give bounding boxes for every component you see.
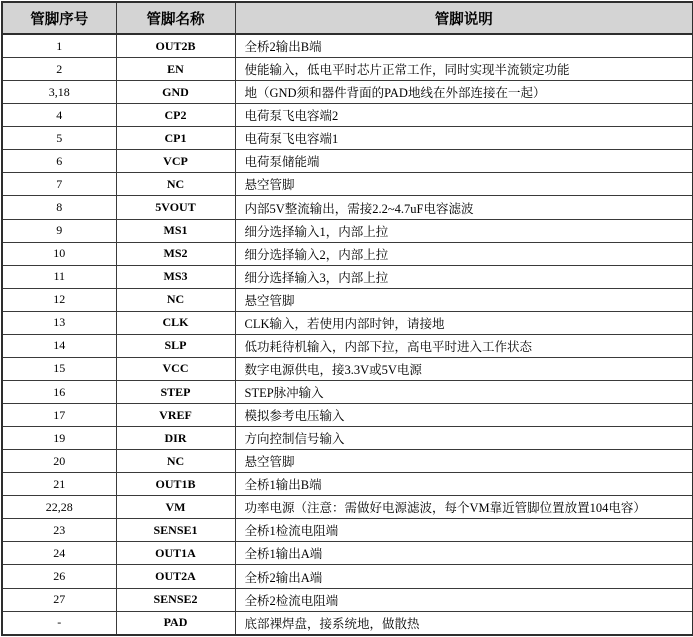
table-row: [2, 34, 693, 58]
table-row: [2, 81, 693, 104]
table-row: [2, 404, 693, 427]
pin-number-cell: 27: [2, 588, 116, 611]
table-row: [2, 242, 693, 265]
table-row: [2, 357, 693, 380]
table-row: [2, 58, 693, 81]
pin-description-cell: 方向控制信号输入: [235, 427, 693, 450]
pin-number-cell: 6: [2, 150, 116, 173]
pin-name-cell: NC: [116, 288, 235, 311]
header-row: [2, 2, 693, 34]
pin-description-table: [1, 1, 693, 636]
table-row: [2, 219, 693, 242]
pin-description-cell: 细分选择输入1，内部上拉: [235, 219, 693, 242]
pin-name-cell: CP1: [116, 127, 235, 150]
pin-description-cell: 功率电源（注意：需做好电源滤波，每个VM靠近管脚位置放置104电容）: [235, 496, 693, 519]
pin-description-cell: 悬空管脚: [235, 173, 693, 196]
pin-description-cell: 数字电源供电，接3.3V或5V电源: [235, 357, 693, 380]
table-row: [2, 519, 693, 542]
pin-name-cell: OUT2A: [116, 565, 235, 588]
pin-number-cell: 9: [2, 219, 116, 242]
pin-description-cell: 电荷泵储能端: [235, 150, 693, 173]
pin-number-cell: 21: [2, 473, 116, 496]
pin-number-cell: 16: [2, 380, 116, 403]
pin-description-cell: 电荷泵飞电容端1: [235, 127, 693, 150]
pin-name-cell: MS3: [116, 265, 235, 288]
pin-description-cell: 内部5V整流输出，需接2.2~4.7uF电容滤波: [235, 196, 693, 219]
pin-number-cell: 23: [2, 519, 116, 542]
table-row: [2, 127, 693, 150]
pin-number-cell: 8: [2, 196, 116, 219]
pin-description-cell: 使能输入，低电平时芯片正常工作，同时实现半流锁定功能: [235, 58, 693, 81]
table-row: [2, 104, 693, 127]
pin-name-cell: SENSE1: [116, 519, 235, 542]
table-row: [2, 450, 693, 473]
pin-description-cell: 地（GND须和器件背面的PAD地线在外部连接在一起）: [235, 81, 693, 104]
pin-number-cell: 17: [2, 404, 116, 427]
pin-name-cell: NC: [116, 450, 235, 473]
table-row: [2, 311, 693, 334]
pin-name-cell: SENSE2: [116, 588, 235, 611]
pin-number-cell: 7: [2, 173, 116, 196]
table-row: [2, 496, 693, 519]
pin-name-cell: NC: [116, 173, 235, 196]
pin-description-cell: 全桥2输出B端: [235, 34, 693, 58]
pin-description-cell: 底部裸焊盘，接系统地，做散热: [235, 611, 693, 635]
pin-number-cell: 12: [2, 288, 116, 311]
pin-number-cell: 5: [2, 127, 116, 150]
table-row: [2, 196, 693, 219]
pin-name-cell: MS1: [116, 219, 235, 242]
pin-number-cell: 13: [2, 311, 116, 334]
pin-number-cell: 22,28: [2, 496, 116, 519]
pin-name-cell: 5VOUT: [116, 196, 235, 219]
pin-description-cell: 全桥1输出B端: [235, 473, 693, 496]
pin-name-cell: PAD: [116, 611, 235, 635]
pin-description-cell: 悬空管脚: [235, 450, 693, 473]
pin-name-cell: STEP: [116, 380, 235, 403]
pin-name-cell: GND: [116, 81, 235, 104]
table-row: [2, 150, 693, 173]
table-row: [2, 565, 693, 588]
pin-number-cell: 14: [2, 334, 116, 357]
header-pin-number: 管脚序号: [2, 2, 116, 34]
pin-number-cell: 4: [2, 104, 116, 127]
table-row: [2, 427, 693, 450]
pin-name-cell: SLP: [116, 334, 235, 357]
pin-number-cell: 15: [2, 357, 116, 380]
pin-description-cell: STEP脉冲输入: [235, 380, 693, 403]
pin-description-cell: 全桥2检流电阻端: [235, 588, 693, 611]
pin-name-cell: OUT2B: [116, 34, 235, 58]
pin-description-cell: 悬空管脚: [235, 288, 693, 311]
pin-name-cell: VCP: [116, 150, 235, 173]
table-header: [2, 2, 693, 34]
pin-table-body: [2, 34, 693, 635]
pin-name-cell: DIR: [116, 427, 235, 450]
table-row: [2, 265, 693, 288]
pin-name-cell: EN: [116, 58, 235, 81]
header-pin-description: 管脚说明: [235, 2, 693, 34]
pin-number-cell: -: [2, 611, 116, 635]
pin-name-cell: VM: [116, 496, 235, 519]
table-row: [2, 334, 693, 357]
table-row: [2, 542, 693, 565]
pin-description-cell: 全桥2输出A端: [235, 565, 693, 588]
pin-name-cell: MS2: [116, 242, 235, 265]
pin-number-cell: 11: [2, 265, 116, 288]
pin-description-cell: 细分选择输入2，内部上拉: [235, 242, 693, 265]
pin-number-cell: 10: [2, 242, 116, 265]
pin-name-cell: CLK: [116, 311, 235, 334]
pin-number-cell: 24: [2, 542, 116, 565]
pin-description-cell: 细分选择输入3，内部上拉: [235, 265, 693, 288]
table-row: [2, 380, 693, 403]
pin-description-cell: 全桥1输出A端: [235, 542, 693, 565]
header-pin-name: 管脚名称: [116, 2, 235, 34]
pin-name-cell: OUT1B: [116, 473, 235, 496]
pin-description-cell: CLK输入，若使用内部时钟，请接地: [235, 311, 693, 334]
pin-number-cell: 1: [2, 34, 116, 58]
table-row: [2, 288, 693, 311]
pin-number-cell: 20: [2, 450, 116, 473]
pin-number-cell: 19: [2, 427, 116, 450]
table-row: [2, 173, 693, 196]
pin-name-cell: CP2: [116, 104, 235, 127]
pin-description-cell: 全桥1检流电阻端: [235, 519, 693, 542]
pin-number-cell: 2: [2, 58, 116, 81]
table-row: [2, 611, 693, 635]
pin-number-cell: 26: [2, 565, 116, 588]
table-row: [2, 588, 693, 611]
pin-description-cell: 模拟参考电压输入: [235, 404, 693, 427]
pin-number-cell: 3,18: [2, 81, 116, 104]
pin-name-cell: VCC: [116, 357, 235, 380]
pin-name-cell: OUT1A: [116, 542, 235, 565]
pin-name-cell: VREF: [116, 404, 235, 427]
table-row: [2, 473, 693, 496]
pin-description-cell: 电荷泵飞电容端2: [235, 104, 693, 127]
pin-description-cell: 低功耗待机输入，内部下拉，高电平时进入工作状态: [235, 334, 693, 357]
